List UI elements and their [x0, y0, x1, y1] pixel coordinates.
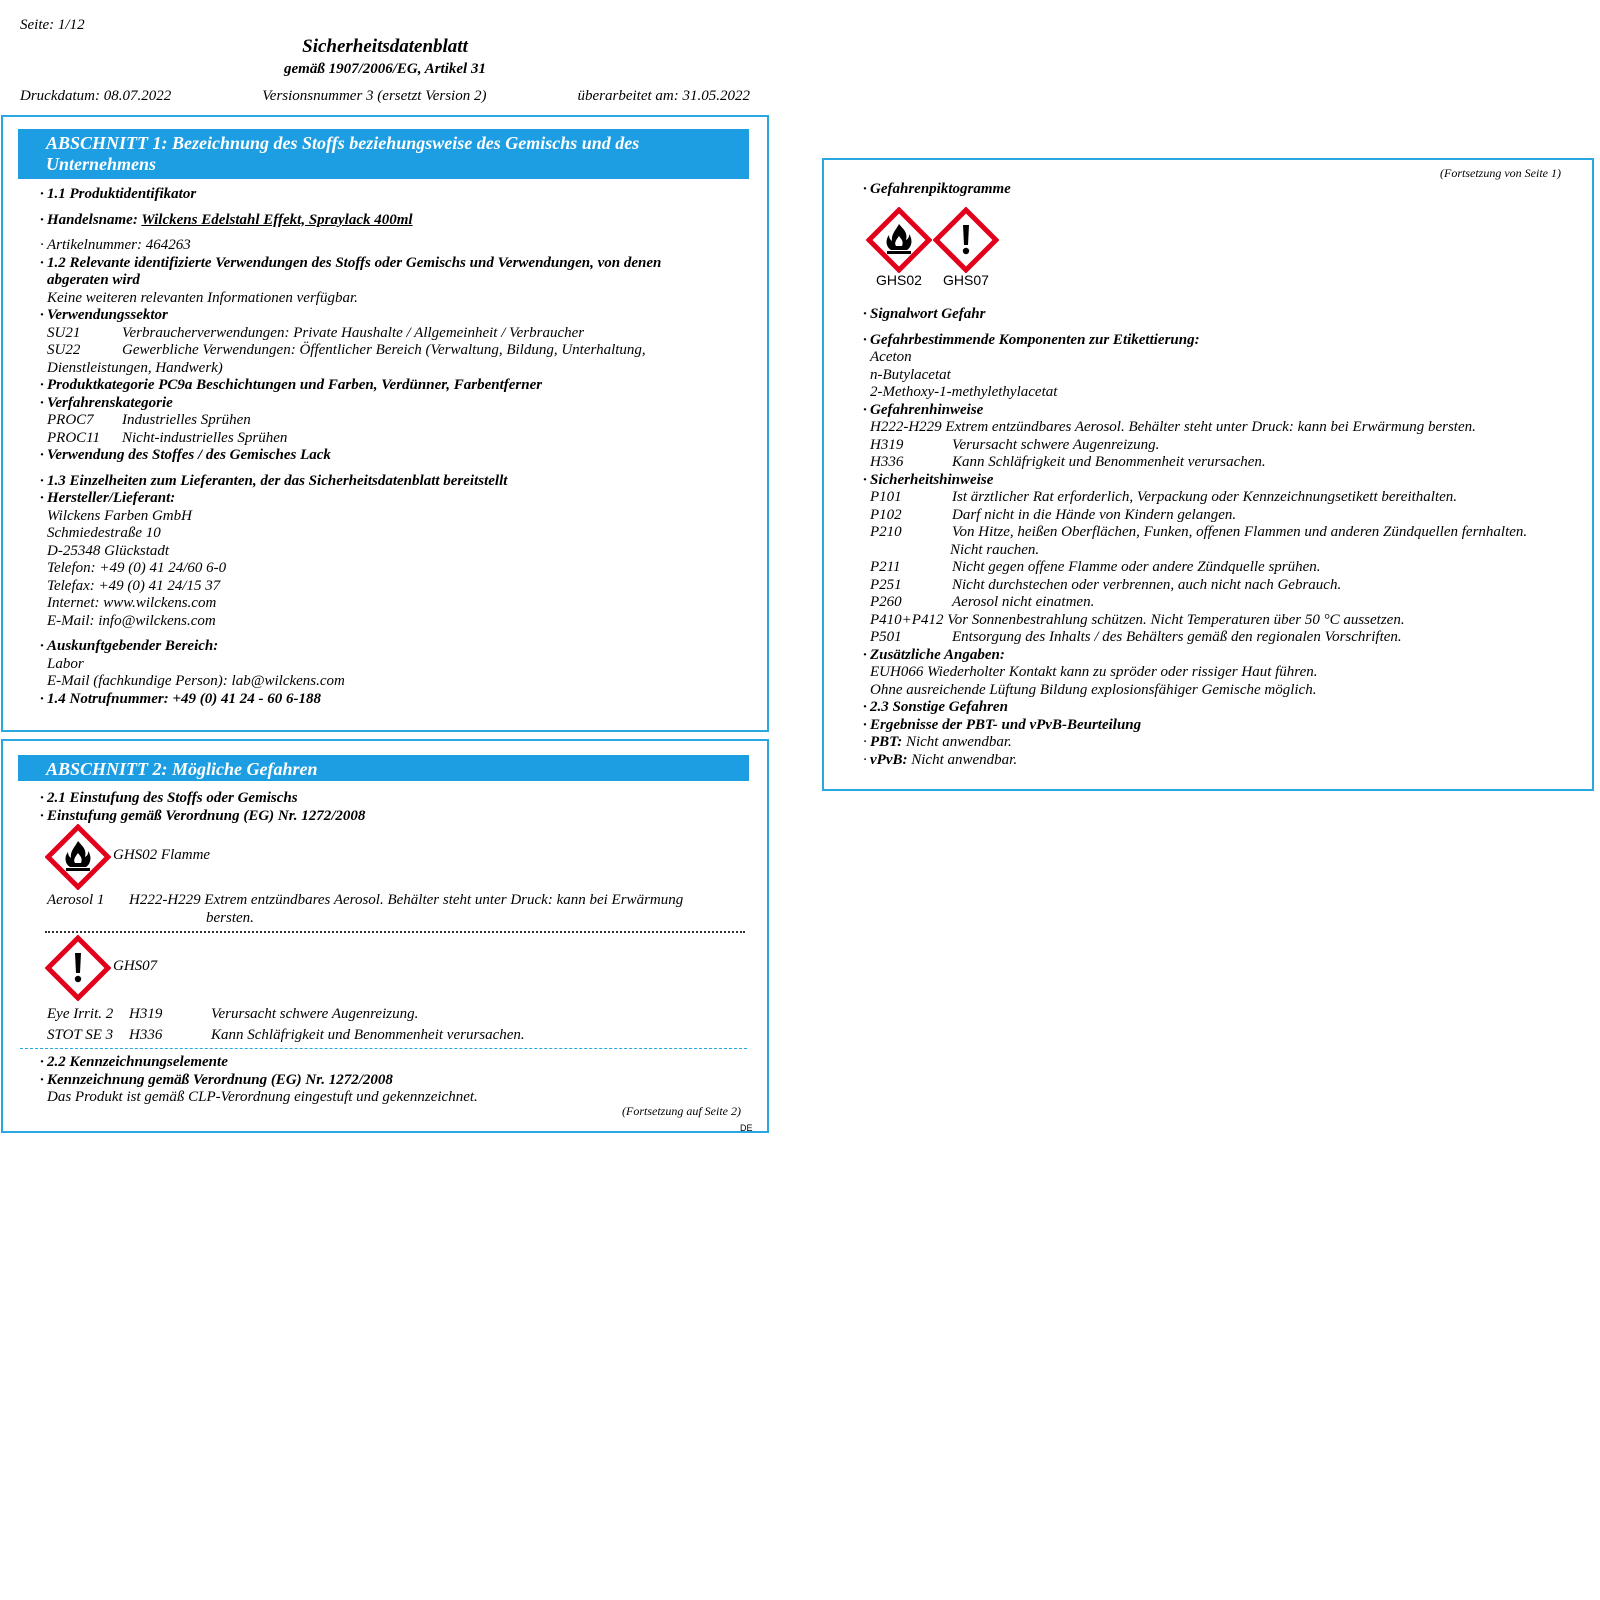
component-1: Aceton — [870, 349, 912, 365]
supplier-heading: 1.3 Einzelheiten zum Lieferanten, der das Sicherheitsdatenblatt bereitstellt — [47, 472, 508, 489]
eye-category: Eye Irrit. 2 — [47, 1006, 114, 1022]
proc11-code: PROC11 — [47, 429, 101, 446]
euh066-statement: EUH066 Wiederholter Kontakt kann zu spröder oder rissiger Haut führen. — [870, 664, 1318, 680]
email: E-Mail: info@wilckens.com — [47, 612, 216, 629]
document-subtitle: gemäß 1907/2006/EG, Artikel 31 — [284, 61, 486, 77]
signal-word: Signalwort Gefahr — [870, 306, 986, 322]
dashed-divider — [20, 1048, 747, 1049]
ventilation-note: Ohne ausreichende Lüftung Bildung explosionsfähiger Gemische möglich. — [870, 681, 1317, 698]
version-number: Versionsnummer 3 (ersetzt Version 2) — [262, 88, 487, 104]
section1-heading: ABSCHNITT 1: Bezeichnung des Stoffs beziehungsweise des Gemischs und des Unternehmens — [18, 129, 749, 179]
vpvb-label: vPvB: — [870, 751, 908, 768]
company-name: Wilckens Farben GmbH — [47, 507, 192, 524]
ghs07-exclamation-icon — [45, 935, 111, 1001]
eye-code: H319 — [129, 1006, 163, 1022]
classification-regulation: Einstufung gemäß Verordnung (EG) Nr. 1272/2008 — [47, 807, 366, 824]
vpvb-value: Nicht anwendbar. — [911, 751, 1018, 768]
process-label: Verfahrenskategorie — [47, 394, 173, 411]
section2-heading: ABSCHNITT 2: Mögliche Gefahren — [18, 755, 749, 781]
trade-name-label: Handelsname: — [47, 211, 138, 228]
use-label: Verwendung des Stoffes / des Gemisches Lack — [47, 447, 331, 463]
p251-code: P251 — [870, 576, 902, 593]
p260-code: P260 — [870, 594, 902, 610]
article-number: Artikelnummer: 464263 — [47, 237, 191, 253]
lab: Labor — [47, 655, 84, 672]
p101-code: P101 — [870, 489, 902, 505]
su22-code: SU22 — [47, 342, 81, 358]
manufacturer-label: Hersteller/Lieferant: — [47, 490, 176, 506]
component-2: n-Butylacetat — [870, 366, 951, 383]
precaution-label: Sicherheitshinweise — [870, 471, 994, 488]
pbt-label: PBT: — [870, 734, 903, 750]
trade-name: Wilckens Edelstahl Effekt, Spraylack 400ml — [141, 211, 413, 228]
page-number: Seite: 1/12 — [20, 17, 85, 33]
aerosol-text-cont: bersten. — [206, 909, 254, 926]
product-identifier: 1.1 Produktidentifikator — [47, 186, 197, 202]
su21-code: SU21 — [47, 324, 81, 341]
section2-classification: · 2.1 Einstufung des Stoffs oder Gemischs · Einstufung gemäß Verordnung (EG) Nr. 1272/2008 — [40, 790, 366, 824]
pictograms-heading: · Gefahrenpiktogramme — [863, 181, 1011, 197]
section1-content: · 1.1 Produktidentifikator · Handelsname: Wilckens Edelstahl Effekt, Spraylack 400ml · Artikelnummer: 464263 · 1.2 Relevante identifizierte Verwendungen des Stoffs oder Gemischs und Verwendungen, von denen abgeraten wird Keine weiteren relevanten Informationen verfügbar. · Verwendungssektor SU21 Verbraucherverwendungen: Private Haushalte / Allgemeinheit / Verbraucher SU22 Gewerbliche Verwendungen: Öffentlicher Bereich (Verwaltung, Bildung, Unterhaltung, Dienstleistungen, Handwerk) · Produktkategorie PC9a Beschichtungen und Farben, Verdünner, Farbentferner · Verfahrenskategorie PROC7 Industrielles Sprühen PROC11 Nicht-industrielles Sprühen · Verwendung des Stoffes / des Gemisches Lack · 1.3 Einzelheiten zum Lieferanten, der das Sicherheitsdatenblatt bereitstellt · Hersteller/Lieferant: Wilckens Farben GmbH Schmiedestraße 10 D-25348 Glückstadt Telefon: +49 (0) 41 24/60 6-0 Telefax: +49 (0) 41 24/15 37 Internet: www.wilckens.com E-Mail: info@wilckens.com · Auskunftgebender Bereich: Labor E-Mail (fachkundige Person): lab@wilckens.com · 1.4 Notrufnummer: +49 (0) 41 24 - 60 6-188 — [40, 186, 662, 707]
h222-statement: H222-H229 Extrem entzündbares Aerosol. Behälter steht unter Druck: kann bei Erwärmung bersten. — [870, 419, 1476, 435]
ghs02-label: GHS02 Flamme — [113, 847, 211, 863]
language-code: DE — [740, 1123, 753, 1133]
p102-code: P102 — [870, 506, 902, 523]
eye-text: Verursacht schwere Augenreizung. — [211, 1006, 419, 1022]
continued-from-page-1: (Fortsetzung von Seite 1) — [1440, 166, 1561, 180]
p211-statement: Nicht gegen offene Flamme oder andere Zündquelle sprühen. — [952, 559, 1321, 575]
dotted-divider — [45, 931, 745, 933]
phone: Telefon: +49 (0) 41 24/60 6-0 — [47, 560, 227, 576]
aerosol-text: Extrem entzündbares Aerosol. Behälter steht unter Druck: kann bei Erwärmung — [204, 892, 684, 908]
label-elements: 2.2 Kennzeichnungselemente — [47, 1054, 228, 1070]
ghs07-classification — [47, 1004, 747, 1046]
ghs02-flame-icon — [866, 207, 932, 273]
pbt-value: Nicht anwendbar. — [905, 734, 1012, 750]
p251-statement: Nicht durchstechen oder verbrennen, auch nicht nach Gebrauch. — [952, 576, 1342, 593]
additional-label: Zusätzliche Angaben: — [870, 646, 1005, 663]
uses-heading: 1.2 Relevante identifizierte Verwendungen des Stoffs oder Gemischs und Verwendungen, von denen — [47, 254, 662, 271]
p210-statement-cont: Nicht rauchen. — [950, 541, 1040, 558]
lab-email: E-Mail (fachkundige Person): lab@wilckens.com — [47, 673, 345, 689]
no-info: Keine weiteren relevanten Informationen verfügbar. — [47, 289, 358, 306]
label-regulation: Kennzeichnung gemäß Verordnung (EG) Nr. 1272/2008 — [47, 1071, 393, 1088]
city: D-25348 Glückstadt — [47, 542, 170, 559]
document-title: Sicherheitsdatenblatt — [302, 36, 468, 57]
meta-row — [20, 88, 750, 105]
classification-heading: 2.1 Einstufung des Stoffs oder Gemischs — [47, 790, 298, 806]
street: Schmiedestraße 10 — [47, 525, 161, 541]
print-date: Druckdatum: 08.07.2022 — [20, 88, 172, 104]
su22-text: Gewerbliche Verwendungen: Öffentlicher Bereich (Verwaltung, Bildung, Unterhaltung, — [122, 342, 646, 358]
proc7-text: Industrielles Sprühen — [122, 412, 251, 428]
p210-statement: Von Hitze, heißen Oberflächen, Funken, offenen Flammen und anderen Zündquellen fernhalten. — [952, 524, 1528, 540]
p102-statement: Darf nicht in die Hände von Kindern gelangen. — [952, 506, 1237, 523]
sector-label: Verwendungssektor — [47, 307, 168, 323]
p210-code: P210 — [870, 524, 902, 540]
product-category: Produktkategorie PC9a Beschichtungen und Farben, Verdünner, Farbentferner — [47, 377, 543, 393]
revised-date: überarbeitet am: 31.05.2022 — [577, 88, 750, 104]
h336-code: H336 — [870, 454, 904, 470]
component-3: 2-Methoxy-1-methylethylacetat — [870, 384, 1058, 400]
info-label: Auskunftgebender Bereich: — [47, 638, 219, 654]
p211-code: P211 — [870, 559, 901, 575]
p410-statement: P410+P412 Vor Sonnenbestrahlung schützen. Nicht Temperaturen über 50 °C aussetzen. — [870, 611, 1405, 628]
continued-on-page-2: (Fortsetzung auf Seite 2) — [622, 1104, 741, 1118]
aerosol-classification — [47, 892, 747, 927]
aerosol-category: Aerosol 1 — [47, 892, 105, 908]
label-text: Das Produkt ist gemäß CLP-Verordnung eingestuft und gekennzeichnet. — [47, 1089, 478, 1105]
uses-heading-cont: abgeraten wird — [47, 272, 140, 288]
stot-text: Kann Schläfrigkeit und Benommenheit verursachen. — [211, 1027, 525, 1043]
pictogram-1-label: GHS02 — [876, 272, 922, 288]
proc7-code: PROC7 — [47, 412, 94, 428]
aerosol-code: H222-H229 — [129, 892, 201, 908]
stot-category: STOT SE 3 — [47, 1027, 114, 1043]
ghs02-flame-icon — [45, 824, 111, 890]
p501-statement: Entsorgung des Inhalts / des Behälters gemäß den regionalen Vorschriften. — [952, 629, 1402, 645]
h319-statement: Verursacht schwere Augenreizung. — [952, 436, 1160, 453]
internet: Internet: www.wilckens.com — [47, 595, 217, 611]
proc11-text: Nicht-industrielles Sprühen — [122, 429, 288, 446]
su21-text: Verbraucherverwendungen: Private Haushalte / Allgemeinheit / Verbraucher — [122, 324, 585, 341]
pictogram-2-label: GHS07 — [943, 272, 989, 288]
p501-code: P501 — [870, 629, 902, 645]
stot-code: H336 — [129, 1027, 163, 1043]
page2-content: · Signalwort Gefahr · Gefahrbestimmende Komponenten zur Etikettierung: Aceton n-Butylacetat 2-Methoxy-1-methylethylacetat · Gefahrenhinweise H222-H229 Extrem entzündbares Aerosol. Behälter steht unter Druck: kann bei Erwärmung bersten. H319 Verursacht schwere Augenreizung. H336 Kann Schläfrigkeit und Benommenheit verursachen. · Sicherheitshinweise P101 Ist ärztlicher Rat erforderlich, Verpackung oder Kennzeichnungsetikett bereithalten. P102 Darf nicht in die Hände von Kindern gelangen. P210 Von Hitze, heißen Oberflächen, Funken, offenen Flammen und anderen Zündquellen fernhalten. Nicht rauchen. P211 Nicht gegen offene Flamme oder andere Zündquelle sprühen. P251 Nicht durchstechen oder verbrennen, auch nicht nach Gebrauch. P260 Aerosol nicht einatmen. P410+P412 Vor Sonnenbestrahlung schützen. Nicht Temperaturen über 50 °C aussetzen. P501 Entsorgung des Inhalts / des Behälters gemäß den regionalen Vorschriften. · Zusätzliche Angaben: EUH066 Wiederholter Kontakt kann zu spröder oder rissiger Haut führen. Ohne ausreichende Lüftung Bildung explosionsfähiger Gemische möglich. · 2.3 Sonstige Gefahren · Ergebnisse der PBT- und vPvB-Beurteilung · PBT: Nicht anwendbar. · vPvB: Nicht anwendbar. — [863, 306, 1528, 768]
pbt-results: Ergebnisse der PBT- und vPvB-Beurteilung — [870, 716, 1142, 733]
h319-code: H319 — [870, 436, 904, 453]
other-hazards: 2.3 Sonstige Gefahren — [870, 699, 1008, 715]
hazard-label: Gefahrenhinweise — [870, 401, 984, 418]
fax: Telefax: +49 (0) 41 24/15 37 — [47, 577, 221, 594]
components-label: Gefahrbestimmende Komponenten zur Etikettierung: — [870, 331, 1200, 348]
p260-statement: Aerosol nicht einatmen. — [952, 594, 1095, 610]
su22-text-cont: Dienstleistungen, Handwerk) — [47, 359, 223, 376]
h336-statement: Kann Schläfrigkeit und Benommenheit verursachen. — [952, 454, 1266, 470]
ghs07-label: GHS07 — [113, 958, 158, 974]
emergency-number: 1.4 Notrufnummer: +49 (0) 41 24 - 60 6-188 — [47, 690, 321, 707]
ghs07-exclamation-icon — [933, 207, 999, 273]
pictograms-label: Gefahrenpiktogramme — [870, 181, 1011, 197]
p101-statement: Ist ärztlicher Rat erforderlich, Verpackung oder Kennzeichnungsetikett bereithalten. — [952, 489, 1458, 505]
section2-label-elements: · 2.2 Kennzeichnungselemente · Kennzeichnung gemäß Verordnung (EG) Nr. 1272/2008 Das Produkt ist gemäß CLP-Verordnung eingestuft und gekennzeichnet. — [40, 1054, 478, 1105]
